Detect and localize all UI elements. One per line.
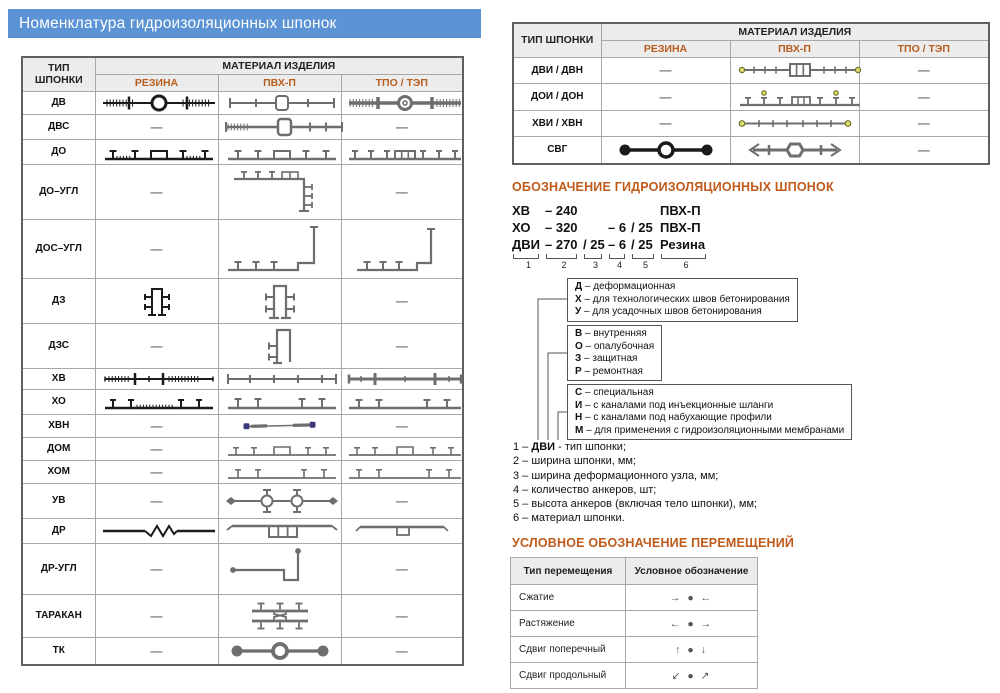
position-number: 5 xyxy=(642,259,648,270)
no-product-cell xyxy=(95,637,218,665)
no-product-dash: — xyxy=(150,241,163,256)
profile-hv-tpo xyxy=(341,368,463,389)
table-row xyxy=(513,136,989,164)
profile-hom-tpo xyxy=(341,460,463,483)
hom-tpo-drawing xyxy=(345,463,465,481)
designation-note: 1 – ДВИ - тип шпонки; xyxy=(513,441,627,453)
designation-token xyxy=(631,202,660,219)
no-product-dash: — xyxy=(150,608,163,623)
note-key: ДВИ xyxy=(531,441,556,453)
no-product-dash: — xyxy=(917,142,930,157)
legend-item: З – защитная xyxy=(575,353,638,364)
profile-svg-rubber xyxy=(601,136,730,164)
table-row xyxy=(22,219,463,278)
designation-token: ХО xyxy=(512,220,531,235)
no-product-cell xyxy=(859,110,989,136)
key-type-label: ДОИ / ДОН xyxy=(513,83,601,110)
no-product-cell xyxy=(95,594,218,637)
profile-hvn-pvc xyxy=(218,414,341,437)
no-product-cell xyxy=(859,136,989,164)
no-product-dash: — xyxy=(150,561,163,576)
designation-token: Резина xyxy=(660,237,706,252)
dvi-pvc-drawing xyxy=(734,61,866,79)
key-type-label: ХВИ / ХВН xyxy=(513,110,601,136)
table-row xyxy=(22,483,463,518)
designation-token: ХВ xyxy=(512,203,531,218)
table-row xyxy=(22,368,463,389)
no-product-dash: — xyxy=(395,608,408,623)
designation-heading: ОБОЗНАЧЕНИЕ ГИДРОИЗОЛЯЦИОННЫХ ШПОНОК xyxy=(512,180,834,194)
movement-type: Сдвиг поперечный xyxy=(511,637,626,663)
key-type-label: ДЗС xyxy=(22,323,95,368)
no-product-cell xyxy=(341,414,463,437)
no-product-dash: — xyxy=(150,441,163,456)
no-product-dash: — xyxy=(150,338,163,353)
dos-ugl-tpo-drawing xyxy=(345,222,477,276)
designation-token: / 25 xyxy=(631,237,653,252)
designation-token: – 240 xyxy=(545,203,578,218)
movement-type: Растяжение xyxy=(511,611,626,637)
designation-token xyxy=(583,219,608,236)
legend-box-2 xyxy=(567,325,662,381)
profile-dz-pvc xyxy=(218,278,341,323)
no-product-dash: — xyxy=(659,63,672,77)
key-type-label: СВГ xyxy=(513,136,601,164)
profile-dvs-pvc xyxy=(218,114,341,139)
key-type-label: ДВ xyxy=(22,91,95,114)
designation-note: 2 – ширина шпонки, мм; xyxy=(513,455,637,468)
profile-dzs-pvc xyxy=(218,323,341,368)
dv-pvc-drawing xyxy=(222,94,342,112)
legend-item: У – для усадочных швов бетонирования xyxy=(575,306,762,317)
profile-dos-ugl-tpo xyxy=(341,219,463,278)
designation-token: ПВХ-П xyxy=(660,220,701,235)
key-type-label: ХВН xyxy=(22,414,95,437)
dr-tpo-drawing xyxy=(352,523,452,539)
profile-tarakan-pvc xyxy=(218,594,341,637)
page-title: Номенклатура гидроизоляционных шпонок xyxy=(19,14,337,32)
profile-uv-pvc xyxy=(218,483,341,518)
table-row xyxy=(22,437,463,460)
key-type-label: ДО xyxy=(22,139,95,164)
profile-ho-pvc xyxy=(218,389,341,414)
profile-svg-pvc xyxy=(730,136,859,164)
movement-row xyxy=(511,637,758,663)
no-product-cell xyxy=(859,57,989,83)
tk-pvc-drawing xyxy=(224,640,336,662)
position-number: 3 xyxy=(592,259,598,270)
profile-dv-pvc xyxy=(218,91,341,114)
no-product-cell xyxy=(601,110,730,136)
no-product-cell xyxy=(341,278,463,323)
key-type-label: ХОМ xyxy=(22,460,95,483)
hvn-pvc-drawing xyxy=(242,419,318,433)
profile-do-rubber xyxy=(95,139,218,164)
no-product-cell xyxy=(95,323,218,368)
movement-type: Сдвиг продольный xyxy=(511,663,626,689)
designation-token: ПВХ-П xyxy=(660,203,701,218)
no-product-dash: — xyxy=(395,293,408,308)
key-type-label: ТК xyxy=(22,637,95,665)
no-product-cell xyxy=(95,414,218,437)
movements-table xyxy=(510,557,758,689)
table-row xyxy=(22,139,463,164)
designation-token xyxy=(608,202,631,219)
no-product-cell xyxy=(341,323,463,368)
table-row xyxy=(513,110,989,136)
profile-hv-pvc xyxy=(218,368,341,389)
do-ugl-pvc-drawing xyxy=(224,167,336,217)
profile-doi-pvc xyxy=(730,83,859,110)
designation-note: 5 – высота анкеров (включая тело шпонки), мм; xyxy=(513,498,758,511)
profile-hv-rubber xyxy=(95,368,218,389)
doi-pvc-drawing xyxy=(734,86,866,108)
no-product-cell xyxy=(341,483,463,518)
ho-rubber-drawing xyxy=(99,392,219,412)
no-product-dash: — xyxy=(395,338,408,353)
dzs-pvc-drawing xyxy=(250,326,310,366)
designation-example-row xyxy=(512,202,712,219)
profile-dv-tpo xyxy=(341,91,463,114)
nomenclature-table-right xyxy=(512,22,990,165)
key-type-label: ДВИ / ДВН xyxy=(513,57,601,83)
no-product-dash: — xyxy=(917,89,930,104)
no-product-cell xyxy=(95,460,218,483)
profile-do-ugl-pvc xyxy=(218,164,341,219)
designation-example-row xyxy=(512,219,712,236)
profile-ho-tpo xyxy=(341,389,463,414)
movement-symbol: → ● ← xyxy=(626,585,758,611)
no-product-cell xyxy=(341,543,463,594)
dom-pvc-drawing xyxy=(222,440,342,458)
profile-dr-tpo xyxy=(341,518,463,543)
hv-pvc-drawing xyxy=(222,371,342,387)
table-row xyxy=(513,57,989,83)
key-type-label: ДР-УГЛ xyxy=(22,543,95,594)
key-type-label: ДР xyxy=(22,518,95,543)
dos-ugl-pvc-drawing xyxy=(222,222,354,276)
profile-dr-pvc xyxy=(218,518,341,543)
no-product-dash: — xyxy=(917,116,930,130)
no-product-dash: — xyxy=(395,643,408,658)
profile-do-pvc xyxy=(218,139,341,164)
dr-rubber-drawing xyxy=(99,523,219,539)
movement-row xyxy=(511,585,758,611)
designation-token: ДВИ xyxy=(512,237,540,252)
legend-box-1 xyxy=(567,278,798,322)
designation-token: – 6 xyxy=(608,237,627,252)
no-product-cell xyxy=(95,219,218,278)
designation-legend xyxy=(512,276,988,442)
table-row xyxy=(22,594,463,637)
no-product-cell xyxy=(95,483,218,518)
hv-rubber-drawing xyxy=(99,371,219,387)
no-product-cell xyxy=(341,594,463,637)
dvs-pvc-drawing xyxy=(222,117,346,137)
no-product-dash: — xyxy=(150,464,163,479)
table-row xyxy=(22,389,463,414)
profile-dom-tpo xyxy=(341,437,463,460)
svg-pvc-drawing xyxy=(739,139,851,161)
profile-tk-pvc xyxy=(218,637,341,665)
dv-tpo-drawing xyxy=(345,94,465,112)
table-row xyxy=(22,278,463,323)
profile-dr-rubber xyxy=(95,518,218,543)
designation-note: 4 – количество анкеров, шт; xyxy=(513,483,657,496)
dz-pvc-drawing xyxy=(248,281,312,321)
no-product-dash: — xyxy=(395,493,408,508)
legend-item: Н – с каналами под набухающие профили xyxy=(575,412,772,423)
no-product-cell xyxy=(341,164,463,219)
designation-note: 3 – ширина деформационного узла, мм; xyxy=(513,469,719,482)
no-product-cell xyxy=(95,437,218,460)
no-product-cell xyxy=(341,637,463,665)
key-type-label: ДЗ xyxy=(22,278,95,323)
key-type-label: ХО xyxy=(22,389,95,414)
no-product-dash: — xyxy=(150,184,163,199)
col-header-material-2: ТПО / ТЭП xyxy=(341,74,463,91)
profile-ho-rubber xyxy=(95,389,218,414)
table-row xyxy=(22,414,463,437)
table-row xyxy=(22,323,463,368)
do-tpo-drawing xyxy=(345,142,465,162)
no-product-cell xyxy=(859,83,989,110)
ho-tpo-drawing xyxy=(345,392,465,412)
position-number: 1 xyxy=(525,259,531,270)
position-numbers xyxy=(512,259,712,270)
position-number: 6 xyxy=(683,259,689,270)
designation-token: / 25 xyxy=(583,237,605,252)
col-header-material: МАТЕРИАЛ ИЗДЕЛИЯ xyxy=(601,23,989,40)
movement-row xyxy=(511,611,758,637)
table-row xyxy=(22,114,463,139)
legend-item: О – опалубочная xyxy=(575,340,655,352)
key-type-label: ДО–УГЛ xyxy=(22,164,95,219)
legend-item: И – с каналами под инъекционные шланги xyxy=(575,399,774,411)
hvi-pvc-drawing xyxy=(735,117,855,130)
tarakan-pvc-drawing xyxy=(244,597,316,635)
designation-token: – 320 xyxy=(545,220,578,235)
legend-item: Д – деформационная xyxy=(575,281,676,292)
key-type-label: ДОМ xyxy=(22,437,95,460)
dr-ugl-pvc-drawing xyxy=(224,546,336,592)
legend-box-3 xyxy=(567,384,852,440)
legend-item: С – специальная xyxy=(575,387,654,398)
table-row xyxy=(22,543,463,594)
movement-type: Сжатие xyxy=(511,585,626,611)
no-product-dash: — xyxy=(395,418,408,433)
no-product-dash: — xyxy=(395,561,408,576)
movements-heading: УСЛОВНОЕ ОБОЗНАЧЕНИЕ ПЕРЕМЕЩЕНИЙ xyxy=(512,536,795,550)
col-header-material-2: ТПО / ТЭП xyxy=(859,40,989,57)
svg-rubber-drawing xyxy=(610,139,722,161)
no-product-dash: — xyxy=(395,184,408,199)
movements-col-header-0: Тип перемещения xyxy=(511,558,626,585)
profile-hvi-pvc xyxy=(730,110,859,136)
no-product-cell xyxy=(95,114,218,139)
col-header-type: ТИП ШПОНКИ xyxy=(22,57,95,91)
no-product-cell xyxy=(95,543,218,594)
profile-dr-ugl-pvc xyxy=(218,543,341,594)
table-row xyxy=(22,637,463,665)
no-product-dash: — xyxy=(395,119,408,134)
col-header-material: МАТЕРИАЛ ИЗДЕЛИЯ xyxy=(95,57,463,74)
col-header-material-0: РЕЗИНА xyxy=(601,40,730,57)
key-type-label: ДВС xyxy=(22,114,95,139)
profile-do-tpo xyxy=(341,139,463,164)
profile-dvi-pvc xyxy=(730,57,859,83)
no-product-cell xyxy=(601,83,730,110)
no-product-dash: — xyxy=(150,493,163,508)
profile-dom-pvc xyxy=(218,437,341,460)
position-number: 4 xyxy=(616,259,622,270)
col-header-material-0: РЕЗИНА xyxy=(95,74,218,91)
table-row xyxy=(513,83,989,110)
legend-item: М – для применения с гидроизоляционными мембранами xyxy=(575,424,845,436)
position-number: 2 xyxy=(561,259,567,270)
movement-row xyxy=(511,663,758,689)
movement-symbol: ↙ ● ↗ xyxy=(626,663,758,689)
table-row xyxy=(22,91,463,114)
no-product-dash: — xyxy=(659,89,672,104)
legend-item: Х – для технологических швов бетонирования xyxy=(575,293,790,305)
designation-example-row xyxy=(512,236,712,253)
key-type-label: ТАРАКАН xyxy=(22,594,95,637)
page-title-bar xyxy=(8,9,481,38)
key-type-label: УВ xyxy=(22,483,95,518)
designation-notes xyxy=(513,440,757,526)
profile-dz-rubber xyxy=(95,278,218,323)
designation-note: 6 – материал шпонки. xyxy=(513,512,625,525)
nomenclature-table-left xyxy=(21,56,464,666)
designation-token xyxy=(583,202,608,219)
no-product-dash: — xyxy=(150,643,163,658)
profile-dv-rubber xyxy=(95,91,218,114)
no-product-dash: — xyxy=(659,116,672,130)
do-rubber-drawing xyxy=(99,142,219,162)
movements-col-header-1: Условное обозначение xyxy=(626,558,758,585)
col-header-type: ТИП ШПОНКИ xyxy=(513,23,601,57)
uv-pvc-drawing xyxy=(222,486,342,516)
col-header-material-1: ПВХ-П xyxy=(218,74,341,91)
designation-token: – 270 xyxy=(545,237,578,252)
designation-token: – 6 xyxy=(608,220,627,235)
table-row xyxy=(22,164,463,219)
no-product-dash: — xyxy=(150,418,163,433)
table-row xyxy=(22,518,463,543)
no-product-cell xyxy=(341,114,463,139)
movement-symbol: ↑ ● ↓ xyxy=(626,637,758,663)
no-product-cell xyxy=(95,164,218,219)
no-product-cell xyxy=(601,57,730,83)
no-product-dash: — xyxy=(150,119,163,134)
col-header-material-1: ПВХ-П xyxy=(730,40,859,57)
key-type-label: ХВ xyxy=(22,368,95,389)
dz-rubber-drawing xyxy=(131,284,183,318)
profile-hom-pvc xyxy=(218,460,341,483)
no-product-dash: — xyxy=(917,63,930,77)
designation-examples xyxy=(512,202,712,270)
dv-rubber-drawing xyxy=(99,94,219,112)
do-pvc-drawing xyxy=(222,142,342,162)
hom-pvc-drawing xyxy=(222,463,342,481)
key-type-label: ДОС–УГЛ xyxy=(22,219,95,278)
table-row xyxy=(22,460,463,483)
hv-tpo-drawing xyxy=(345,371,465,387)
ho-pvc-drawing xyxy=(222,392,342,412)
movement-symbol: ← ● → xyxy=(626,611,758,637)
dom-tpo-drawing xyxy=(345,440,465,458)
dr-pvc-drawing xyxy=(222,521,342,541)
legend-item: В – внутренняя xyxy=(575,328,647,339)
profile-dos-ugl-pvc xyxy=(218,219,341,278)
legend-item: Р – ремонтная xyxy=(575,365,643,377)
designation-token: / 25 xyxy=(631,220,653,235)
